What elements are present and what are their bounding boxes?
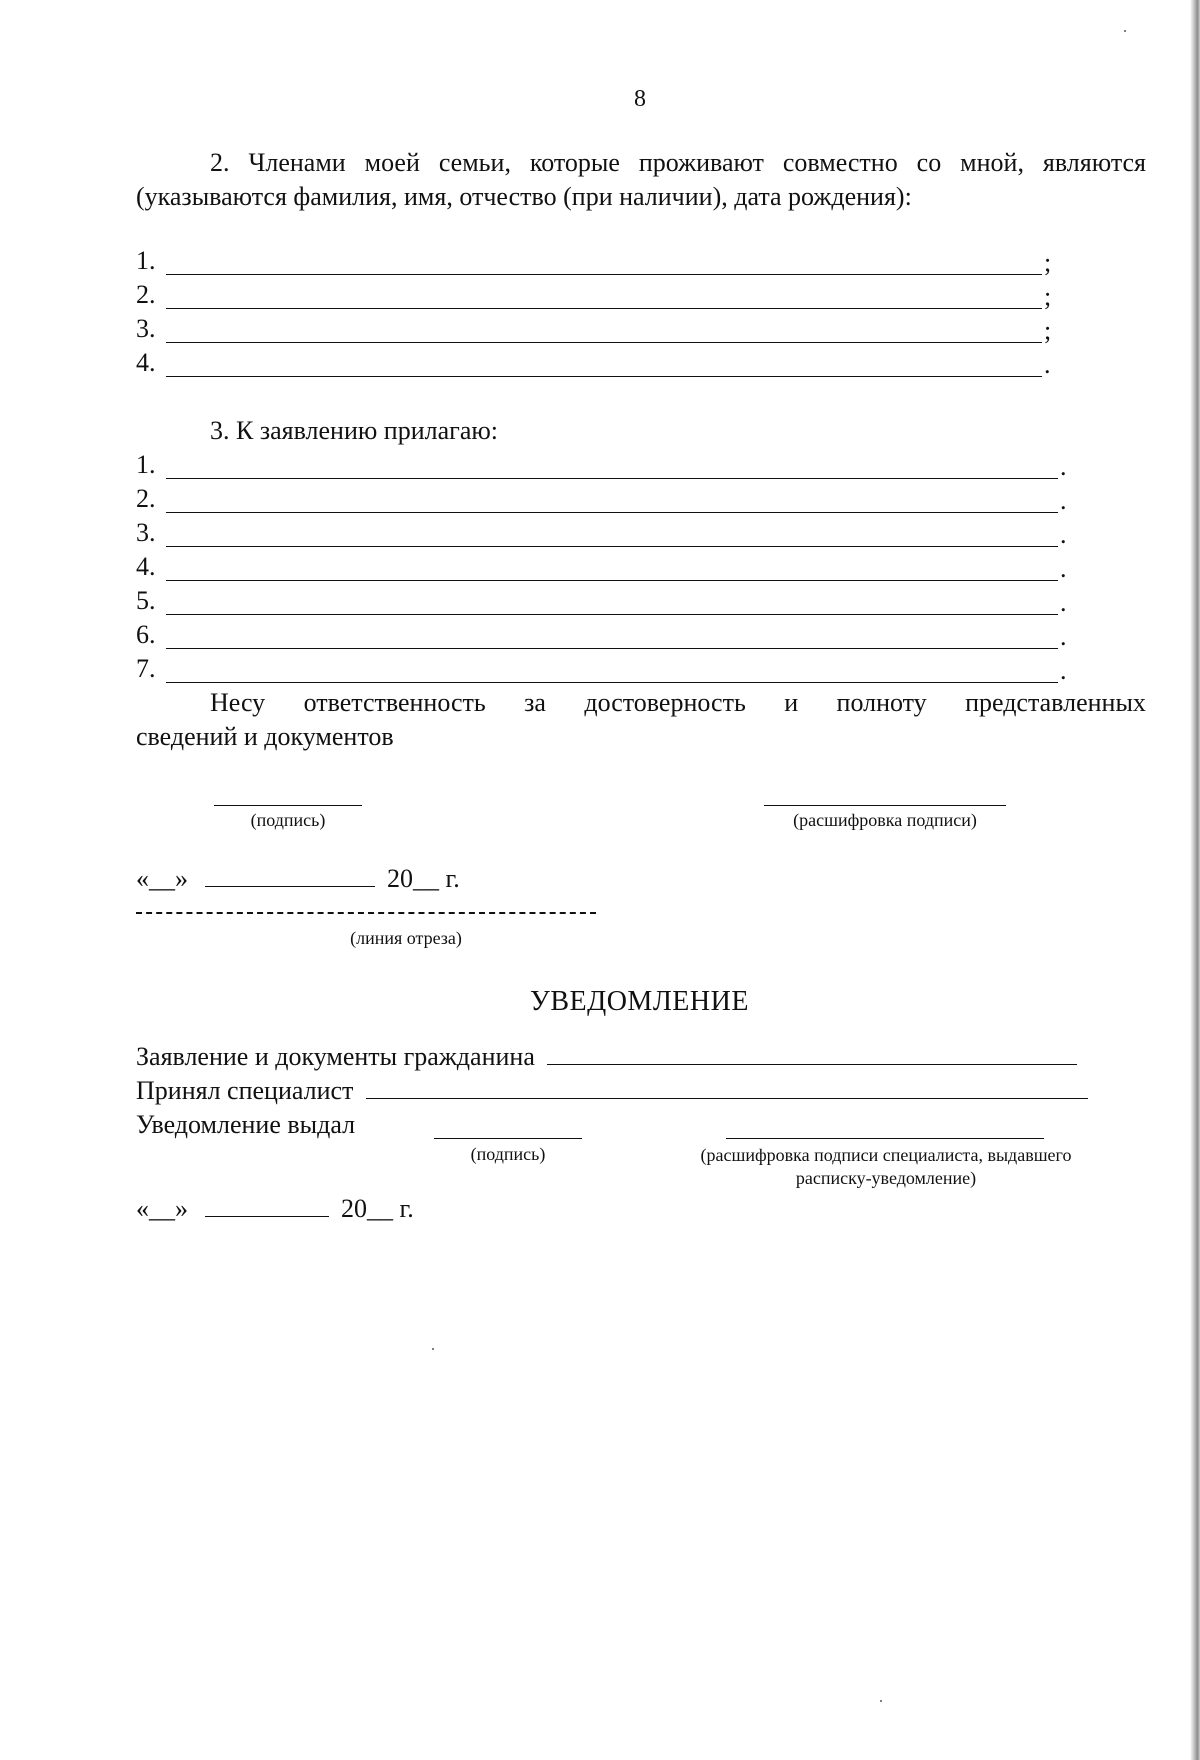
family-member-entry-field[interactable] <box>166 342 1042 343</box>
family-member-terminator: ; <box>1044 316 1052 345</box>
notice-applicant-label: Заявление и документы гражданина <box>136 1042 535 1071</box>
scan-speck <box>432 1348 434 1350</box>
attachment-terminator: . <box>1060 554 1067 583</box>
attachment-entry-field[interactable] <box>166 682 1058 683</box>
section-2-word: 2. <box>210 148 230 177</box>
responsibility-word: представленных <box>965 688 1146 717</box>
responsibility-word: за <box>524 688 546 717</box>
section-2-word: проживают <box>638 148 764 177</box>
signature-field[interactable] <box>214 805 362 806</box>
signature-decode-field[interactable] <box>764 805 1006 806</box>
attachment-entry-field[interactable] <box>166 580 1058 581</box>
scan-speck <box>880 1700 882 1702</box>
section-2-word: совместно <box>782 148 898 177</box>
family-member-entry-field[interactable] <box>166 274 1042 275</box>
responsibility-word: ответственность <box>303 688 486 717</box>
family-member-number: 3. <box>136 314 156 343</box>
family-member-entry-field[interactable] <box>166 308 1042 309</box>
section-2-text <box>136 146 1146 214</box>
section-2-line-2: (указываются фамилия, имя, отчество (при наличии), дата рождения): <box>136 182 912 211</box>
notice-line-issued <box>136 1110 355 1140</box>
family-member-number: 4. <box>136 348 156 377</box>
signature-decode-caption: (расшифровка подписи) <box>793 810 977 830</box>
notice-decode-caption-line-1: (расшифровка подписи специалиста, выдавшего <box>700 1145 1072 1165</box>
notice-decode-caption <box>656 1144 1116 1190</box>
family-member-terminator: ; <box>1044 282 1052 311</box>
responsibility-word: Несу <box>210 688 266 717</box>
page-edge-shadow <box>1190 0 1200 1760</box>
attachment-number: 7. <box>136 654 156 683</box>
attachment-terminator: . <box>1060 520 1067 549</box>
cut-line <box>136 912 596 914</box>
attachment-number: 5. <box>136 586 156 615</box>
responsibility-line-2: сведений и документов <box>136 722 394 751</box>
applicant-name-field[interactable] <box>547 1042 1077 1065</box>
notice-signature-field[interactable] <box>434 1138 582 1139</box>
section-2-line-1 <box>136 146 1146 180</box>
notice-date-day-field[interactable]: «__» <box>136 1194 188 1223</box>
section-2-word: со <box>916 148 942 177</box>
attachment-number: 2. <box>136 484 156 513</box>
attachment-number: 6. <box>136 620 156 649</box>
page-number: 8 <box>634 86 646 112</box>
date-year-field[interactable]: 20__ г. <box>387 864 460 893</box>
notice-decode-caption-line-2: расписку-уведомление) <box>795 1168 977 1188</box>
cut-line-caption: (линия отреза) <box>350 928 462 948</box>
application-date <box>136 864 460 894</box>
attachment-terminator: . <box>1060 622 1067 651</box>
date-month-field[interactable] <box>205 864 375 887</box>
responsibility-text <box>136 686 1146 754</box>
attachment-entry-field[interactable] <box>166 478 1058 479</box>
notice-date-year-field[interactable]: 20__ г. <box>341 1194 414 1223</box>
notice-decode-field[interactable] <box>726 1138 1044 1139</box>
date-day-field[interactable]: «__» <box>136 864 188 893</box>
notice-issued-label: Уведомление выдал <box>136 1110 356 1139</box>
scan-speck <box>1124 30 1126 32</box>
responsibility-word: и <box>784 688 799 717</box>
attachment-terminator: . <box>1060 452 1067 481</box>
notice-specialist-label: Принял специалист <box>136 1076 354 1105</box>
attachment-number: 3. <box>136 518 156 547</box>
attachment-entry-field[interactable] <box>166 614 1058 615</box>
attachment-terminator: . <box>1060 588 1067 617</box>
attachment-entry-field[interactable] <box>166 648 1058 649</box>
notice-line-specialist <box>136 1076 1088 1106</box>
section-2-word: мной, <box>960 148 1024 177</box>
attachment-number: 1. <box>136 450 156 479</box>
notice-line-applicant <box>136 1042 1077 1072</box>
family-member-number: 2. <box>136 280 156 309</box>
family-member-terminator: . <box>1044 350 1051 379</box>
specialist-name-field[interactable] <box>366 1076 1088 1099</box>
section-2-word: которые <box>529 148 620 177</box>
section-2-word: являются <box>1042 148 1146 177</box>
responsibility-line-1 <box>136 686 1146 720</box>
responsibility-word: достоверность <box>584 688 746 717</box>
responsibility-word: полноту <box>836 688 927 717</box>
attachment-terminator: . <box>1060 656 1067 685</box>
family-member-number: 1. <box>136 246 156 275</box>
section-2-word: моей <box>364 148 420 177</box>
notice-date-month-field[interactable] <box>205 1194 329 1217</box>
notice-title: УВЕДОМЛЕНИЕ <box>530 986 749 1017</box>
family-member-terminator: ; <box>1044 248 1052 277</box>
notice-date <box>136 1194 414 1224</box>
notice-signature-caption: (подпись) <box>470 1144 546 1164</box>
section-2-word: семьи, <box>438 148 511 177</box>
attachment-entry-field[interactable] <box>166 512 1058 513</box>
attachment-number: 4. <box>136 552 156 581</box>
signature-caption: (подпись) <box>250 810 326 830</box>
attachments-heading: 3. К заявлению прилагаю: <box>210 416 499 445</box>
section-2-word: Членами <box>248 148 346 177</box>
family-member-entry-field[interactable] <box>166 376 1042 377</box>
attachment-entry-field[interactable] <box>166 546 1058 547</box>
attachment-terminator: . <box>1060 486 1067 515</box>
